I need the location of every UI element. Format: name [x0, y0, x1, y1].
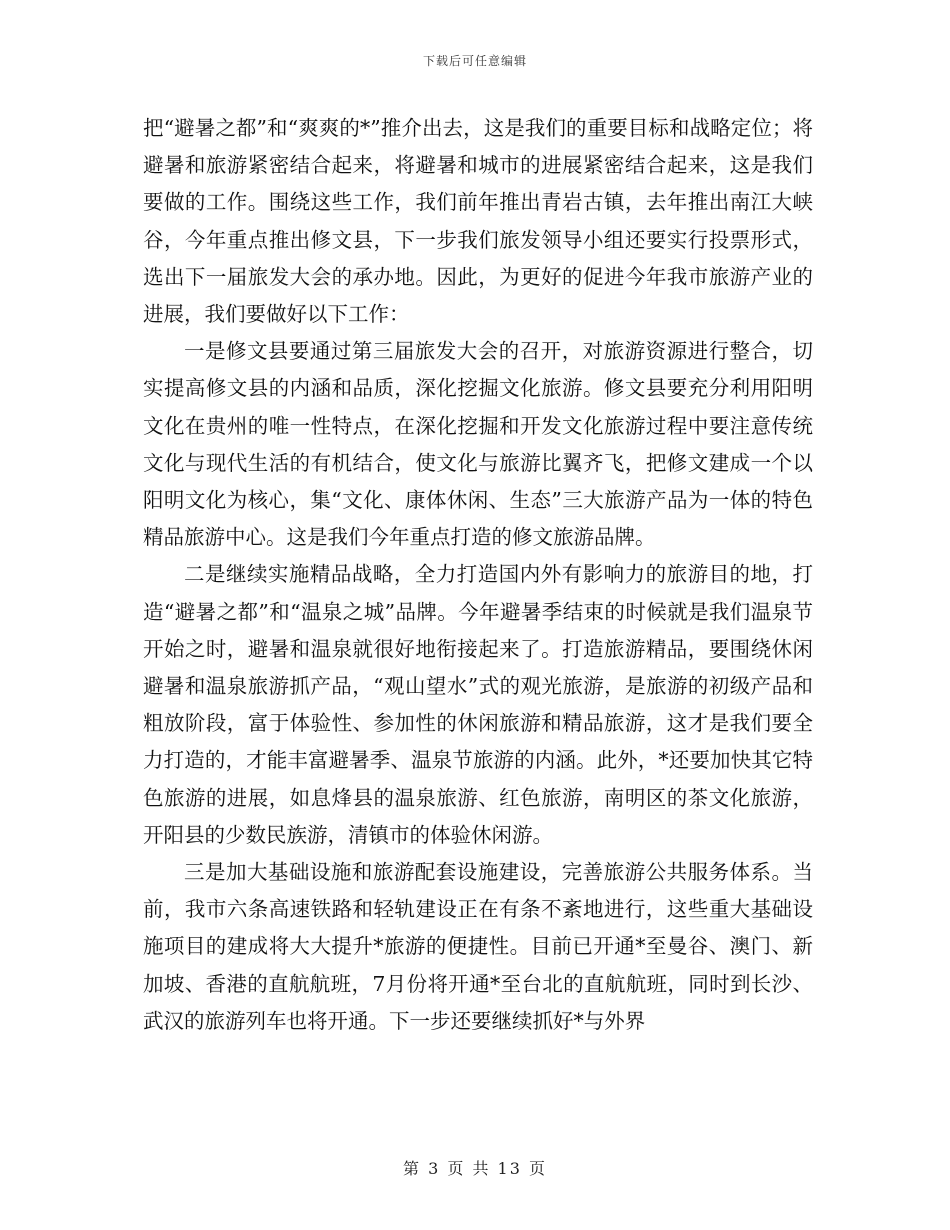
document-body: [143, 110, 813, 1040]
paragraph-3: 二是继续实施精品战略，全力打造国内外有影响力的旅游目的地，打造“避暑之都”和“温泉之城”品牌。今年避暑季结束的时候就是我们温泉节开始之时，避暑和温泉就很好地衔接起来了。打造旅游精品，要围绕休闲避暑和温泉旅游抓产品，“观山望水”式的观光旅游，是旅游的初级产品和粗放阶段，富于体验性、参加性的休闲旅游和精品旅游，这才是我们要全力打造的，才能丰富避暑季、温泉节旅游的内涵。此外，*还要加快其它特色旅游的进展，如息烽县的温泉旅游、红色旅游，南明区的茶文化旅游，开阳县的少数民族游，清镇市的体验休闲游。: [143, 562, 813, 847]
page-footer: 第 3 页 共 13 页: [403, 1159, 547, 1178]
page-header: 下载后可任意编辑: [422, 54, 527, 68]
paragraph-1: 把“避暑之都”和“爽爽的*”推介出去，这是我们的重要目标和战略定位；将避暑和旅游紧密结合起来，将避暑和城市的进展紧密结合起来，这是我们要做的工作。围绕这些工作，我们前年推出青岩古镇，去年推出南江大峡谷，今年重点推出修文县，下一步我们旅发领导小组还要实行投票形式，选出下一届旅发大会的承办地。因此，为更好的促进今年我市旅游产业的进展，我们要做好以下工作：: [143, 116, 813, 327]
paragraph-4: 三是加大基础设施和旅游配套设施建设，完善旅游公共服务体系。当前，我市六条高速铁路和轻轨建设正在有条不紊地进行，这些重大基础设施项目的建成将大大提升*旅游的便捷性。目前已开通*至曼谷、澳门、新加坡、香港的直航航班，7月份将开通*至台北的直航航班，同时到长沙、武汉的旅游列车也将开通。下一步还要继续抓好*与外界: [143, 860, 813, 1033]
paragraph-2: 一是修文县要通过第三届旅发大会的召开，对旅游资源进行整合，切实提高修文县的内涵和品质，深化挖掘文化旅游。修文县要充分利用阳明文化在贵州的唯一性特点，在深化挖掘和开发文化旅游过程中要注意传统文化与现代生活的有机结合，使文化与旅游比翼齐飞，把修文建成一个以阳明文化为核心，集“文化、康体休闲、生态”三大旅游产品为一体的特色精品旅游中心。这是我们今年重点打造的修文旅游品牌。: [143, 339, 813, 550]
